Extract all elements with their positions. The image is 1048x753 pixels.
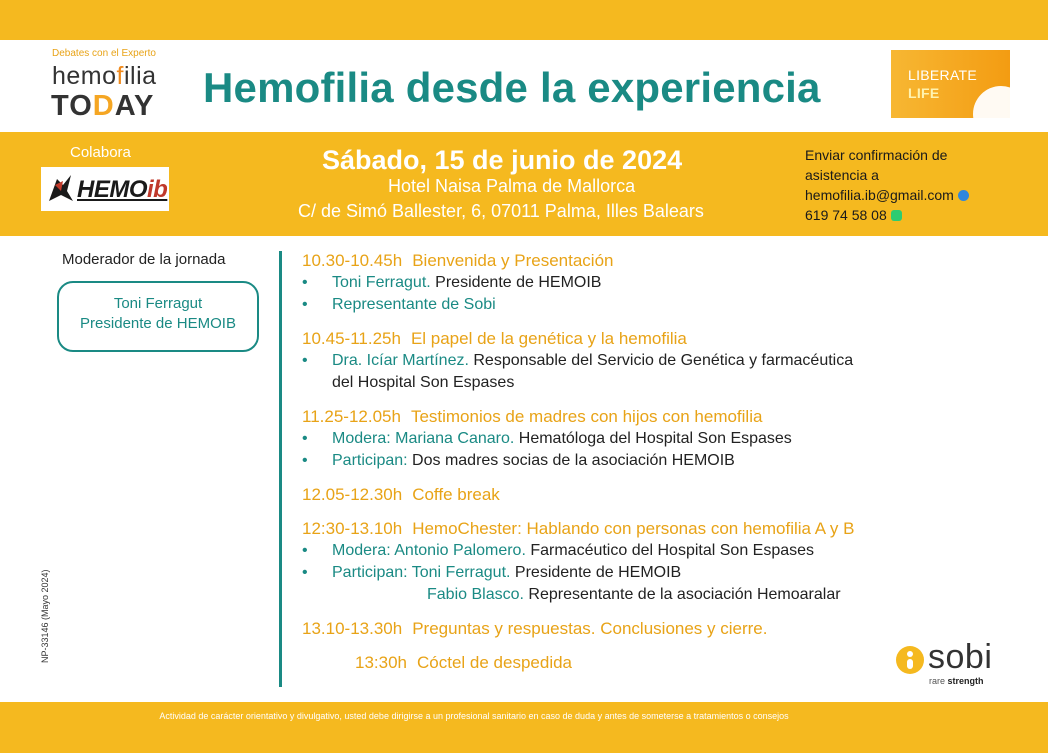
sobi-tag-part: strength: [947, 676, 984, 686]
item-highlight: Fabio Blasco.: [427, 586, 524, 603]
list-item: [302, 540, 982, 562]
agenda-session: [302, 484, 982, 506]
contact-phone[interactable]: 619 74 58 08: [805, 207, 887, 223]
logo-word-hemofilia: [52, 62, 157, 91]
session-title: HemoChester: Hablando con personas con hemofilia A y B: [412, 519, 855, 538]
bullet: •: [302, 274, 308, 291]
bullet: •: [302, 542, 308, 559]
session-time: 12:30-13.10h: [302, 519, 403, 538]
item-text: Presidente de HEMOIB: [510, 564, 682, 581]
contact-email[interactable]: hemofilia.ib@gmail.com: [805, 187, 954, 203]
logo-part: TO: [51, 90, 93, 122]
sobi-logo: [896, 638, 1016, 690]
email-icon: [958, 190, 969, 201]
hemoib-part: HEMO: [77, 176, 147, 203]
footer-band: [0, 702, 1048, 753]
session-title: El papel de la genética y la hemofilia: [410, 329, 687, 348]
session-title: Testimonios de madres con hijos con hemofilia: [410, 407, 763, 426]
session-header: [302, 618, 982, 640]
agenda-session: [302, 250, 982, 316]
sponsor-line2: LIFE: [908, 85, 940, 101]
moderator-label: Moderador de la jornada: [62, 251, 226, 268]
item-highlight: Dra. Icíar Martínez.: [332, 352, 469, 369]
logo-part: hemo: [52, 62, 117, 90]
bullet: •: [302, 352, 308, 369]
session-time: 10.30-10.45h: [302, 251, 403, 270]
bullet: •: [302, 296, 308, 313]
hemoib-wordmark: [77, 176, 167, 204]
item-highlight: Modera: Mariana Canaro.: [332, 430, 515, 447]
list-item: [302, 428, 982, 450]
event-address: C/ de Simó Ballester, 6, 07011 Palma, Illes Balears: [298, 201, 704, 221]
session-title: Bienvenida y Presentación: [412, 251, 614, 270]
whatsapp-icon: [891, 210, 902, 221]
session-time: 12.05-12.30h: [302, 485, 403, 504]
item-text: Farmacéutico del Hospital Son Espases: [525, 542, 815, 559]
np-code: NP-33146 (Mayo 2024): [40, 569, 50, 663]
colabora-label: Colabora: [70, 144, 131, 161]
moderator-name: Toni Ferragut: [113, 295, 203, 312]
moderator-role: Presidente de HEMOIB: [80, 315, 236, 332]
item-text: del Hospital Son Espases: [332, 374, 515, 391]
logo-part: D: [92, 90, 115, 122]
hemoib-logo: [41, 167, 169, 211]
closing-time: 13:30h: [355, 653, 407, 672]
item-text: Responsable del Servicio de Genética y farmacéutica: [468, 352, 854, 369]
session-time: 10.45-11.25h: [302, 329, 401, 348]
sobi-dot-icon: [896, 646, 924, 674]
logo-part: AY: [114, 90, 155, 122]
divider-line: [279, 251, 282, 687]
agenda-session: [302, 518, 982, 606]
list-item: [302, 450, 982, 472]
sobi-tag-part: rare: [929, 676, 946, 686]
agenda-session: [302, 406, 982, 472]
item-highlight: Representante de Sobi: [332, 296, 496, 313]
hemoib-figure-icon: [45, 171, 75, 207]
liberate-life-logo: [891, 50, 1010, 118]
hemoib-part: ib: [147, 176, 168, 203]
closing-title: Cóctel de despedida: [417, 653, 573, 672]
bullet: •: [302, 564, 308, 581]
session-time: 13.10-13.30h: [302, 619, 403, 638]
contact-line1: Enviar confirmación de: [805, 147, 948, 163]
bullet: •: [302, 452, 308, 469]
contact-phone-row: [805, 205, 969, 225]
logo-part: f: [116, 62, 124, 90]
page-title: Hemofilia desde la experiencia: [203, 64, 821, 111]
logo-tagline: Debates con el Experto: [52, 48, 156, 59]
sobi-tagline: [929, 676, 984, 686]
sponsor-line1: LIBERATE: [908, 67, 978, 83]
session-header: [302, 328, 982, 350]
sobi-wordmark: sobi: [928, 638, 993, 676]
contact-line2: asistencia a: [805, 167, 879, 183]
item-highlight: Participan:: [332, 452, 408, 469]
agenda: [302, 250, 982, 674]
closing-session: [302, 652, 982, 674]
bullet: •: [302, 430, 308, 447]
list-item: [302, 294, 982, 316]
list-item: [302, 272, 982, 294]
list-item: [302, 350, 982, 372]
item-text: Representante de la asociación Hemoaralar: [523, 586, 841, 603]
event-venue: Hotel Naisa Palma de Mallorca: [388, 176, 636, 196]
contact-email-row: [805, 185, 969, 205]
list-item: [302, 562, 982, 584]
session-title: Preguntas y respuestas. Conclusiones y cierre.: [412, 619, 768, 638]
item-highlight: Participan: Toni Ferragut.: [332, 564, 511, 581]
session-title: Coffe break: [412, 485, 500, 504]
session-header: [302, 250, 982, 272]
agenda-session: [302, 618, 982, 640]
item-highlight: Toni Ferragut.: [332, 274, 431, 291]
session-time: 11.25-12.05h: [302, 407, 401, 426]
item-text: Hematóloga del Hospital Son Espases: [514, 430, 792, 447]
logo-part: ilia: [124, 62, 157, 90]
contact-block: [805, 145, 969, 225]
session-header: [302, 518, 982, 540]
hemofilia-today-logo: [46, 46, 162, 124]
item-text: Presidente de HEMOIB: [430, 274, 602, 291]
logo-word-today: [51, 90, 154, 123]
item-highlight: Modera: Antonio Palomero.: [332, 542, 526, 559]
list-item-continuation: [302, 584, 982, 606]
footer-disclaimer: Actividad de carácter orientativo y divulgativo, usted debe dirigirse a un profesional sanitario en caso de duda y antes de someterse a tratamientos o consejos: [159, 711, 789, 721]
top-yellow-band: [0, 0, 1048, 40]
event-date: Sábado, 15 de junio de 2024: [322, 145, 683, 175]
sponsor-arc-shape: [973, 86, 1010, 118]
session-header: [302, 484, 982, 506]
agenda-session: [302, 328, 982, 394]
moderator-box: [57, 281, 259, 352]
item-text: Dos madres socias de la asociación HEMOIB: [407, 452, 735, 469]
session-header: [302, 406, 982, 428]
list-item-continuation: [302, 372, 982, 394]
